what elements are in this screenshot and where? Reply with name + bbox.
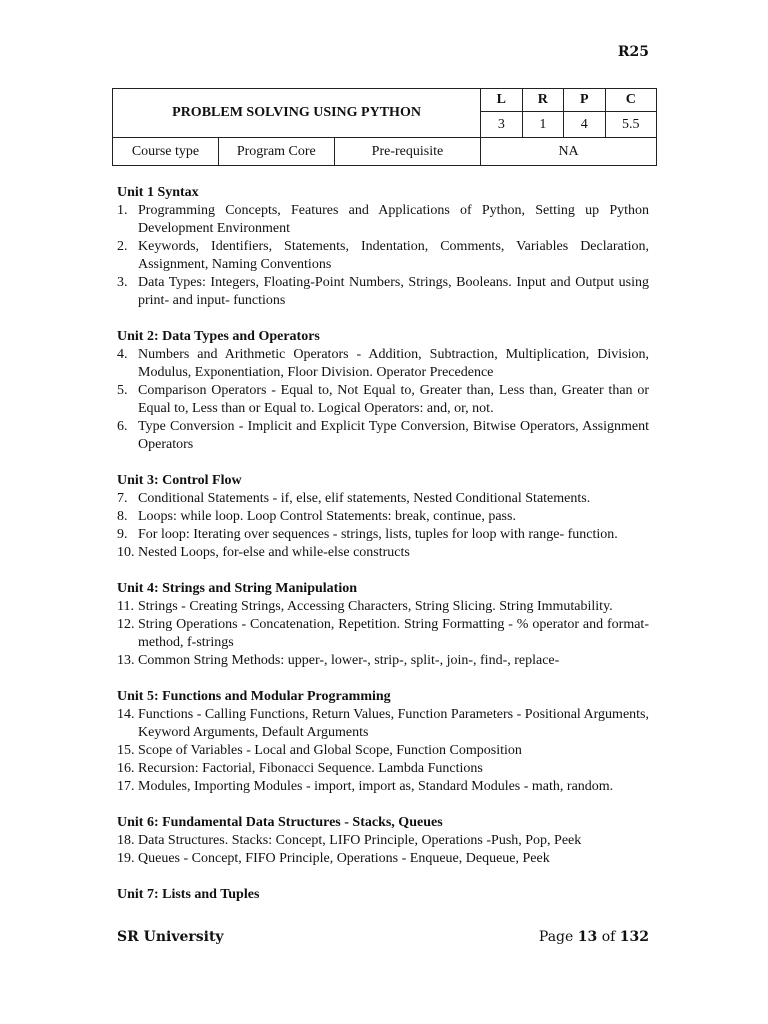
unit-title: Unit 4: Strings and String Manipulation <box>117 581 357 596</box>
list-item <box>117 274 649 310</box>
item-number: 2. <box>117 239 128 254</box>
unit-item-list <box>117 490 649 562</box>
item-text: Nested Loops, for-else and while-else constructs <box>138 545 410 560</box>
item-text: Recursion: Factorial, Fibonacci Sequence. Lambda Functions <box>138 761 483 776</box>
item-number: 18. <box>117 833 135 848</box>
list-item <box>117 652 649 670</box>
unit-title: Unit 5: Functions and Modular Programming <box>117 689 391 704</box>
list-item <box>117 706 649 742</box>
item-text: Data Types: Integers, Floating-Point Numbers, Strings, Booleans. Input and Output using print- and input- functions <box>138 275 649 308</box>
item-text: Strings - Creating Strings, Accessing Characters, String Slicing. String Immutability. <box>138 599 613 614</box>
unit-title: Unit 2: Data Types and Operators <box>117 329 320 344</box>
item-text: Scope of Variables - Local and Global Scope, Function Composition <box>138 743 522 758</box>
item-number: 10. <box>117 545 135 560</box>
list-item <box>117 346 649 382</box>
page-of: of <box>601 929 616 945</box>
list-item <box>117 202 649 238</box>
item-number: 13. <box>117 653 135 668</box>
item-number: 8. <box>117 509 128 524</box>
page-number <box>539 929 649 945</box>
item-number: 7. <box>117 491 128 506</box>
course-type-value: Program Core <box>218 138 334 166</box>
item-number: 14. <box>117 707 135 722</box>
item-number: 1. <box>117 203 128 218</box>
list-item <box>117 490 649 508</box>
course-title: PROBLEM SOLVING USING PYTHON <box>113 89 481 138</box>
item-number: 5. <box>117 383 128 398</box>
ltpc-value-l: 3 <box>481 112 522 138</box>
list-item <box>117 742 649 760</box>
item-text: For loop: Iterating over sequences - strings, lists, tuples for loop with range- function. <box>138 527 618 542</box>
item-text: Functions - Calling Functions, Return Values, Function Parameters - Positional Arguments, Keyword Arguments, Default Arguments <box>138 707 649 740</box>
list-item <box>117 382 649 418</box>
item-text: Modules, Importing Modules - import, import as, Standard Modules - math, random. <box>138 779 614 794</box>
ltpc-header-p: P <box>564 89 605 112</box>
prerequisite-value: NA <box>481 138 657 166</box>
course-header-table <box>112 88 657 166</box>
university-name: SR University <box>117 929 224 945</box>
list-item <box>117 238 649 274</box>
ltpc-value-p: 4 <box>564 112 605 138</box>
item-text: Common String Methods: upper-, lower-, strip-, split-, join-, find-, replace- <box>138 653 560 668</box>
ltpc-header-r: R <box>522 89 563 112</box>
item-number: 3. <box>117 275 128 290</box>
item-number: 19. <box>117 851 135 866</box>
unit-item-list <box>117 832 649 868</box>
list-item <box>117 616 649 652</box>
item-text: Queues - Concept, FIFO Principle, Operations - Enqueue, Dequeue, Peek <box>138 851 550 866</box>
unit-title: Unit 1 Syntax <box>117 185 199 200</box>
unit-item-list <box>117 346 649 454</box>
list-item <box>117 544 649 562</box>
item-text: Loops: while loop. Loop Control Statements: break, continue, pass. <box>138 509 516 524</box>
list-item <box>117 760 649 778</box>
prerequisite-label: Pre-requisite <box>334 138 480 166</box>
list-item <box>117 832 649 850</box>
ltpc-value-c: 5.5 <box>605 112 656 138</box>
unit-title: Unit 6: Fundamental Data Structures - Stacks, Queues <box>117 815 443 830</box>
list-item <box>117 598 649 616</box>
ltpc-header-c: C <box>605 89 656 112</box>
list-item <box>117 526 649 544</box>
item-number: 4. <box>117 347 128 362</box>
list-item <box>117 778 649 796</box>
item-number: 9. <box>117 527 128 542</box>
item-text: Keywords, Identifiers, Statements, Indentation, Comments, Variables Declaration, Assignment, Naming Conventions <box>138 239 649 272</box>
unit-item-list <box>117 706 649 796</box>
item-number: 16. <box>117 761 135 776</box>
page-total: 132 <box>619 929 649 945</box>
syllabus-content <box>117 184 649 904</box>
list-item <box>117 850 649 868</box>
course-type-label: Course type <box>113 138 219 166</box>
item-number: 15. <box>117 743 135 758</box>
item-number: 11. <box>117 599 134 614</box>
item-text: Data Structures. Stacks: Concept, LIFO Principle, Operations -Push, Pop, Peek <box>138 833 582 848</box>
regulation-code: R25 <box>617 44 649 60</box>
item-text: Programming Concepts, Features and Applications of Python, Setting up Python Development Environment <box>138 203 649 236</box>
page-current: 13 <box>577 929 598 945</box>
item-text: Type Conversion - Implicit and Explicit Type Conversion, Bitwise Operators, Assignment Operators <box>138 419 649 452</box>
item-text: Numbers and Arithmetic Operators - Addition, Subtraction, Multiplication, Division, Modulus, Exponentiation, Floor Division. Operator Precedence <box>138 347 649 380</box>
unit-title: Unit 7: Lists and Tuples <box>117 887 260 902</box>
unit-item-list <box>117 598 649 670</box>
list-item <box>117 508 649 526</box>
item-number: 17. <box>117 779 135 794</box>
item-number: 12. <box>117 617 135 632</box>
unit-item-list <box>117 202 649 310</box>
ltpc-value-r: 1 <box>522 112 563 138</box>
ltpc-header-l: L <box>481 89 522 112</box>
list-item <box>117 418 649 454</box>
page-prefix: Page <box>538 929 574 945</box>
unit-title: Unit 3: Control Flow <box>117 473 242 488</box>
item-text: Conditional Statements - if, else, elif statements, Nested Conditional Statements. <box>138 491 591 506</box>
item-text: Comparison Operators - Equal to, Not Equal to, Greater than, Less than, Greater than or Equal to, Less than or Equal to. Logical Operators: and, or, not. <box>138 383 649 416</box>
item-text: String Operations - Concatenation, Repetition. String Formatting - % operator and format- method, f-strings <box>138 617 649 650</box>
item-number: 6. <box>117 419 128 434</box>
